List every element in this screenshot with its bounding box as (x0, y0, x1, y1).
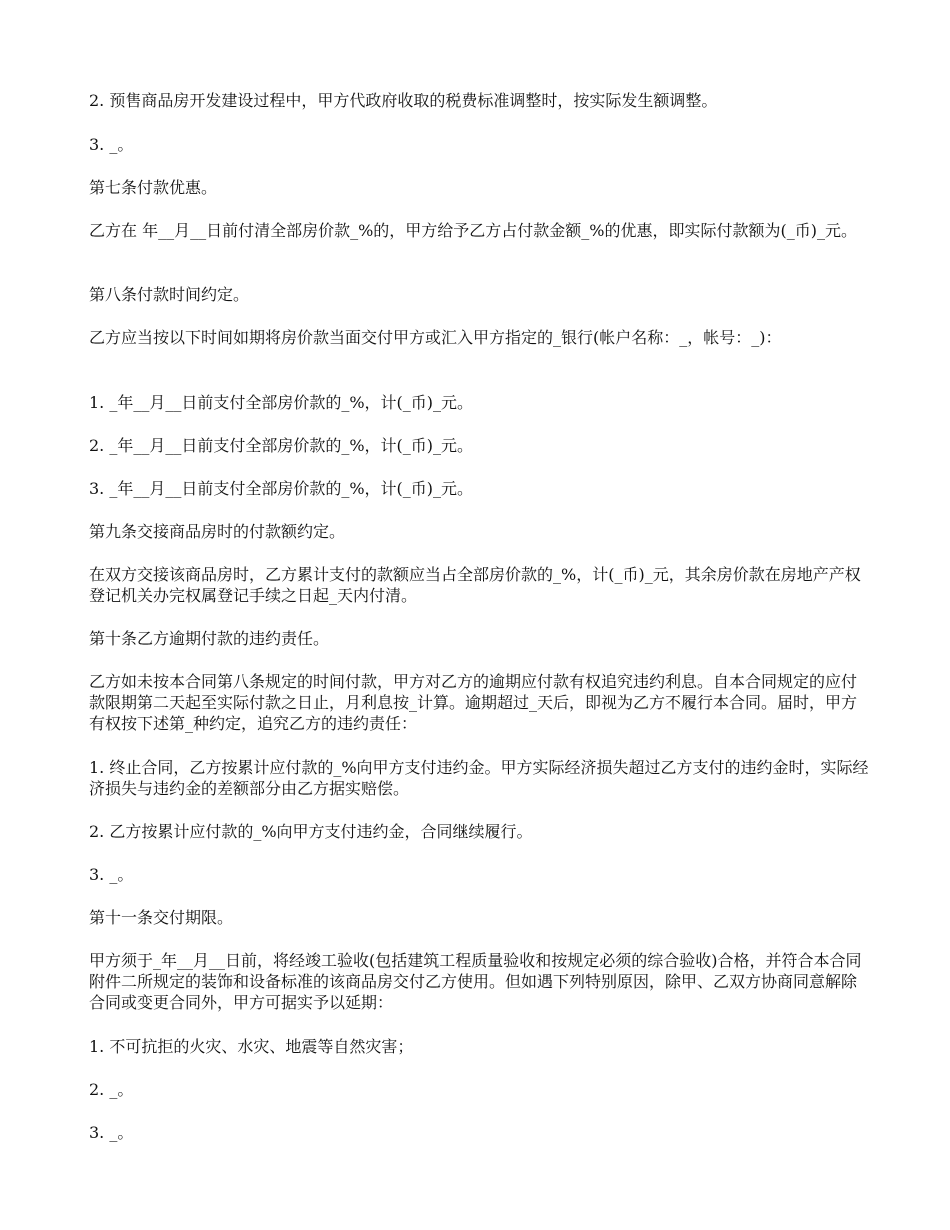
list-item-breach-2: 2. 乙方按累计应付款的_%向甲方支付违约金，合同继续履行。 (89, 822, 533, 841)
paragraph-payment-discount: 乙方在 年__月__日前付清全部房价款_%的，甲方给予乙方占付款金额_%的优惠，即实际付款额为(_币)_元。 (89, 221, 857, 240)
heading-article-11: 第十一条交付期限。 (89, 908, 234, 927)
list-item-breach-1: 1. 终止合同，乙方按累计应付款的_%向甲方支付违约金。甲方实际经济损失超过乙方支付的违约金时，实际经济损失与违约金的差额部分由乙方据实赔偿。 (89, 758, 869, 798)
heading-article-8: 第八条付款时间约定。 (89, 285, 250, 304)
heading-article-9: 第九条交接商品房时的付款额约定。 (89, 522, 346, 541)
paragraph-handover-payment: 在双方交接该商品房时，乙方累计支付的款额应当占全部房价款的_%，计(_币)_元，其余房价款在房地产产权登记机关办完权属登记手续之日起_天内付清。 (89, 565, 861, 605)
list-item-payment-1: 1. _年__月__日前支付全部房价款的_%，计(_币)_元。 (89, 393, 474, 412)
heading-article-10: 第十条乙方逾期付款的违约责任。 (89, 629, 330, 648)
paragraph-delivery-deadline: 甲方须于_年__月__日前，将经竣工验收(包括建筑工程质量验收和按规定必须的综合验收)合格，并符合本合同附件二所规定的装饰和设备标准的该商品房交付乙方使用。但如遇下列特别原因，除甲、乙双方协商同意解除合同或变更合同外，甲方可据实予以延期： (89, 951, 862, 1012)
paragraph-tax-adjustment: 2. 预售商品房开发建设过程中，甲方代政府收取的税费标准调整时，按实际发生额调整。 (89, 91, 718, 110)
list-item-delay-3: 3. _。 (89, 1123, 134, 1142)
list-item-payment-2: 2. _年__月__日前支付全部房价款的_%，计(_币)_元。 (89, 436, 474, 455)
paragraph-item-3-blank: 3. _。 (89, 135, 134, 154)
paragraph-payment-schedule: 乙方应当按以下时间如期将房价款当面交付甲方或汇入甲方指定的_银行(帐户名称：_，帐号：_)： (89, 328, 782, 347)
list-item-delay-2: 2. _。 (89, 1080, 134, 1099)
paragraph-late-payment: 乙方如未按本合同第八条规定的时间付款，甲方对乙方的逾期应付款有权追究违约利息。自本合同规定的应付款限期第二天起至实际付款之日止，月利息按_计算。逾期超过_天后，即视为乙方不履行本合同。届时，甲方有权按下述第_种约定，追究乙方的违约责任： (89, 672, 858, 733)
list-item-delay-1: 1. 不可抗拒的火灾、水灾、地震等自然灾害； (89, 1037, 414, 1056)
list-item-payment-3: 3. _年__月__日前支付全部房价款的_%，计(_币)_元。 (89, 479, 474, 498)
heading-article-7: 第七条付款优惠。 (89, 178, 218, 197)
list-item-breach-3: 3. _。 (89, 865, 134, 884)
